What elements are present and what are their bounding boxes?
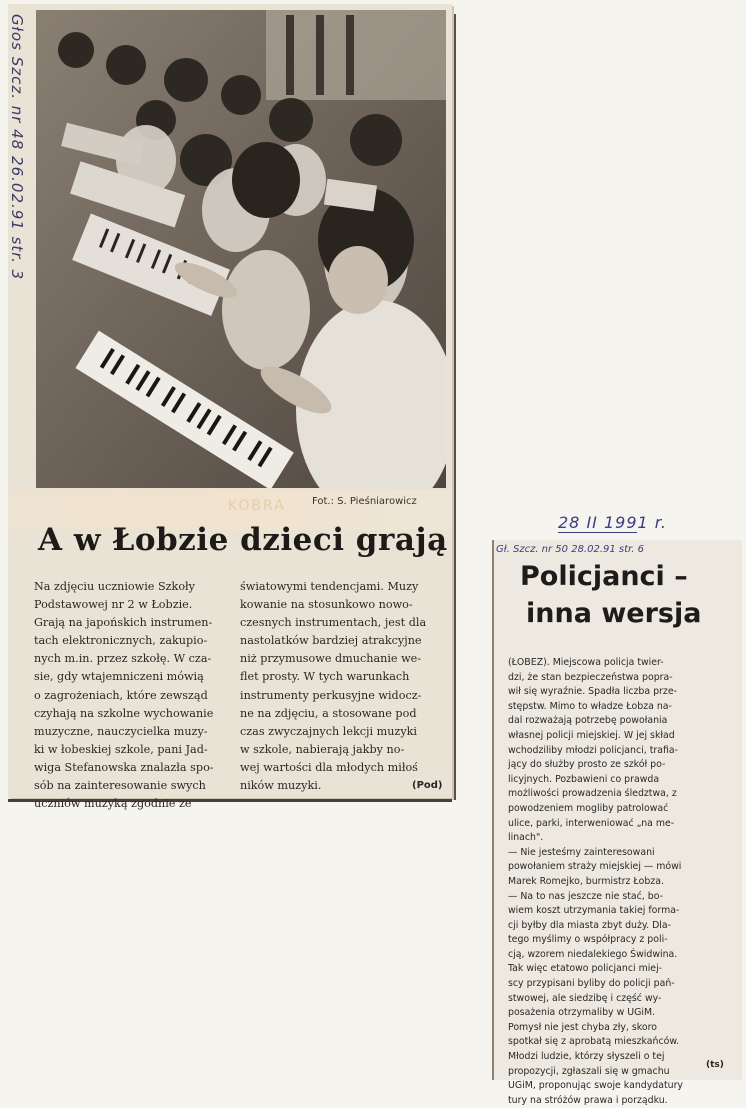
text-line: licyjnych. Pozbawieni co prawda xyxy=(508,773,660,785)
article-body xyxy=(508,656,730,1108)
text-line: własnej policji miejskiej. W jej skład xyxy=(508,729,675,741)
text-line: wił się wyraźnie. Spadła liczba prze- xyxy=(508,686,677,698)
text-line: wiem koszt utrzymania takiej forma- xyxy=(508,905,680,917)
text-line: Młodzi ludzie, którzy słyszeli o tej xyxy=(508,1051,665,1063)
text-line: — Na to nas jeszcze nie stać, bo- xyxy=(508,890,663,902)
article-column-1 xyxy=(34,578,230,813)
text-line: powołaniem straży miejskiej — mówi xyxy=(508,861,682,873)
text-line: stwowej, ale siedzibę i część wy- xyxy=(508,992,662,1004)
text-line: Tak więc etatowo policjanci miej- xyxy=(508,963,663,975)
left-clipping xyxy=(8,4,452,811)
text-line: dal rozważają potrzebę powołania xyxy=(508,715,668,727)
headline: A w Łobzie dzieci grają xyxy=(38,522,448,558)
text-line: Na zdjęciu uczniowie Szkoły xyxy=(34,580,196,593)
text-line: tego myślimy o współpracy z poli- xyxy=(508,934,668,946)
text-line: cją, wzorem niedalekiego Świdwina. xyxy=(508,948,678,960)
text-line: Marek Romejko, burmistrz Łobza. xyxy=(508,875,665,887)
text-line: (ŁOBEZ). Miejscowa policja twier- xyxy=(508,657,664,668)
handwritten-source-note: Głos Szcz. nr 48 26.02.91 str. 3 xyxy=(8,14,26,281)
text-line: propozycji, zgłaszali się w gmachu xyxy=(508,1065,670,1077)
article-column-2 xyxy=(240,578,436,795)
text-line: scy przypisani byliby do policji pań- xyxy=(508,978,675,990)
text-line: czyhają na szkolne wychowanie xyxy=(34,706,214,720)
headline-line-2: inna wersja xyxy=(526,598,702,629)
text-line: UGiM, proponując swoje kandydatury xyxy=(508,1080,683,1092)
handwritten-date: 28 II 1991 r. xyxy=(558,513,667,532)
text-line: ki w łobeskiej szkole, pani Jad- xyxy=(34,742,208,756)
text-line: tury na stróżów prawa i porządku. xyxy=(508,1094,668,1106)
text-line: czas zwyczajnych lekcji muzyki xyxy=(240,724,418,738)
text-line: nych m.in. przez szkołę. W cza- xyxy=(34,652,212,666)
text-line: wiga Stefanowska znalazła spo- xyxy=(34,760,214,774)
text-line: tach elektronicznych, zakupio- xyxy=(34,634,208,648)
text-line: stępstw. Mimo to władze Łobza na- xyxy=(508,700,672,712)
classroom-photo xyxy=(36,10,446,488)
headline-line-1: Policjanci – xyxy=(520,561,688,592)
text-line: czesnych instrumentach, jest dla xyxy=(240,616,427,630)
author-signature: (ts) xyxy=(706,1060,724,1070)
text-line: cji byłby dla miasta zbyt duży. Dla- xyxy=(508,919,672,931)
text-line: w szkole, nabierają jakby no- xyxy=(240,742,405,756)
text-line: nastolatków bardziej atrakcyjne xyxy=(240,634,422,648)
text-line: sób na zainteresowanie swych xyxy=(34,779,206,793)
text-line: linach". xyxy=(508,832,544,844)
text-line: spotkał się z aprobatą mieszkańców. xyxy=(508,1036,680,1048)
text-line: powodzeniem mogliby patrolować xyxy=(508,802,669,814)
text-line: ników muzyki. xyxy=(240,779,322,793)
text-line: dzi, że stan bezpieczeństwa popra- xyxy=(508,671,673,683)
text-line: możliwości prowadzenia śledztwa, z xyxy=(508,788,677,800)
text-line: sie, gdy wtajemniczeni mówią xyxy=(34,670,204,684)
text-line: ulice, parki, interweniować „na me- xyxy=(508,817,675,829)
text-line: instrumenty perkusyjne widocz- xyxy=(240,688,422,702)
text-line: muzyczne, nauczycielka muzy- xyxy=(34,724,208,738)
text-line: Pomysł nie jest chyba zły, skoro xyxy=(508,1021,657,1033)
author-signature: (Pod) xyxy=(412,780,443,791)
photo-credit: Fot.: S. Pieśniarowicz xyxy=(312,496,417,507)
text-line: — Nie jesteśmy zainteresowani xyxy=(508,846,655,858)
text-line: wej wartości dla młodych miłoś xyxy=(240,760,418,774)
headline xyxy=(520,558,701,632)
text-line: ne na zdjęciu, a stosowane pod xyxy=(240,706,417,720)
text-line: światowymi tendencjami. Muzy xyxy=(240,580,419,593)
bleed-through-text: KOBRA xyxy=(228,498,286,514)
text-line: Grają na japońskich instrumen- xyxy=(34,616,213,630)
text-line: posażenia otrzymaliby w UGiM. xyxy=(508,1007,656,1019)
handwritten-source-note: Gł. Szcz. nr 50 28.02.91 str. 6 xyxy=(496,544,644,555)
column-rule xyxy=(454,14,456,800)
text-line: wchodziliby młodzi policjanci, trafia- xyxy=(508,744,679,756)
text-line: jący do służby prosto ze szkół po- xyxy=(508,759,666,771)
text-line: o zagrożeniach, które zewsząd xyxy=(34,688,208,702)
text-line: flet prosty. W tych warunkach xyxy=(240,670,410,684)
text-line: Podstawowej nr 2 w Łobzie. xyxy=(34,598,193,612)
text-line: kowanie na stosunkowo nowo- xyxy=(240,598,413,612)
text-line: niż przymusowe dmuchanie we- xyxy=(240,652,422,666)
text-line: uczniów muzyką zgodnie ze xyxy=(34,797,192,811)
